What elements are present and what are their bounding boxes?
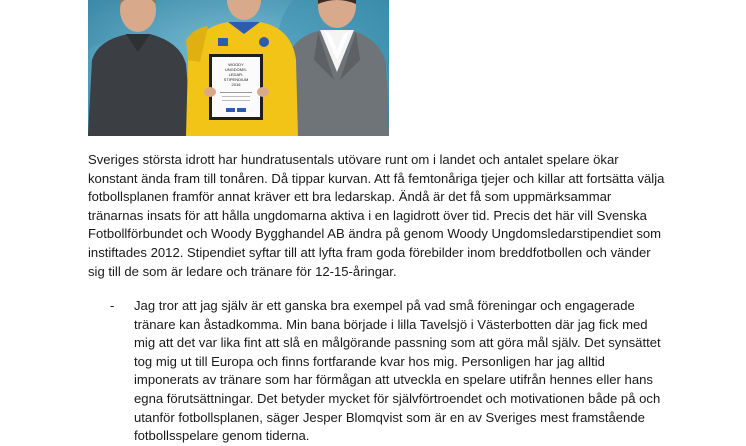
award-certificate (209, 54, 263, 120)
certificate-line-3: LEDAR- (228, 72, 244, 77)
award-photo-illustration (88, 0, 389, 136)
quote-text: Jag tror att jag själv är ett ganska bra exempel på vad små föreningar och engagerade tränare kan åstadkomma. Min bana började i lilla Tavelsjö i Västerbotten där jag fick med mig att det var lika fint att slå en målgörande passning som att göra mål själv. Det synsättet tog mig ut till Europa och finns fortfarande kvar hos mig. Personligen har jag alltid imponerats av tränare som har förmågan att utveckla en spelare utifrån hennes eller hans egna förutsättningar. Det betyder mycket för självförtroendet och motivationen både på och utanför fotbollsplanen, säger Jesper Blomqvist som är en av Sveriges mest framstående fotbollsspelare genom tiderna. (134, 298, 661, 444)
certificate-line-1: WOODY (228, 62, 244, 67)
intro-paragraph: Sveriges största idrott har hundratusentals utövare runt om i landet och antalet spelare ökar konstant ända fram till tonåren. Då tippar kurvan. Att få femtonåriga tjejer och killar att fortsätta välja fotbollsplanen framför annat kräver ett bra ledarskap. Ändå är det få som uppmärksammar tränarnas insats för att hålla ungdomarna aktiva i en lagidrott över tid. Precis det här vill Svenska Fotbollförbundet och Woody Bygghandel AB ändra på genom Woody Ungdomsledarstipendiet som instiftades 2012. Stipendiet syftar till att lyfta fram goda förebilder inom breddfotbollen och vänder sig till de som är ledare och tränare för 12-15-åringar. (88, 152, 665, 279)
certificate-line-5: 2016 (231, 82, 241, 87)
certificate-line-4: STIPENDIUM (223, 77, 249, 82)
quote-block (112, 297, 672, 446)
certificate-line-2: UNGDOMS- (224, 67, 248, 72)
quote-dash: - (110, 298, 115, 313)
award-photo (88, 0, 389, 136)
